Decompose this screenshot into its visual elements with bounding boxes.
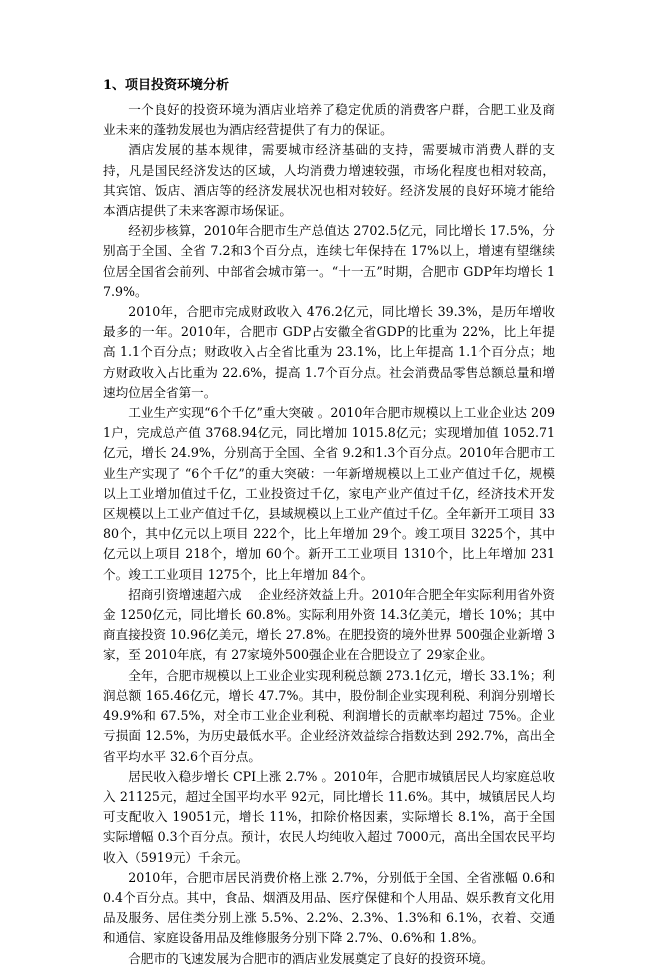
- paragraph-conclusion: 合肥市的飞速发展为合肥市的酒店业发展奠定了良好的投资环境。: [128, 950, 494, 966]
- paragraph-enterprise-profits: 全年，合肥市规模以上工业企业实现利税总额 273.1亿元，增长 33.1%；利润总额 165.46亿元，增长 47.7%。其中，股份制企业实现利税、利润分别增长 49.9%和 67.5%，对全市工业企业利税、利润增长的贡献率均超过 75%。企业亏损面 12.5%，为历史最低水平。企业经济效益综合指数达到 292.7%，高出全省平均水平 32.6个百分点。: [103, 667, 555, 764]
- document-page: [103, 76, 555, 969]
- paragraph-hotel-development: 酒店发展的基本规律，需要城市经济基础的支持，需要城市消费人群的支持，凡是国民经济发达的区域，人均消费力增速较强，市场化程度也相对较高，其宾馆、饭店、酒店等的经济发展状况也相对较好。经济发展的良好环境才能给本酒店提供了未来客源市场保证。: [103, 142, 555, 219]
- paragraph-industrial-production: 工业生产实现“6个千亿”重大突破 。2010年合肥市规模以上工业企业达 2091户，完成总产值 3768.94亿元，同比增加 1015.8亿元；实现增加值 1052.71亿元，增长 24.9%，分别高于全国、全省 9.2和1.3个百分点。2010年合肥市工业生产实现了 “6个千亿”的重大突破：一年新增规模以上工业产值过千亿，规模以上工业增加值过千亿，工业投资过千亿，家电产业产值过千亿，经济技术开发区规模以上工业产值过千亿，县域规模以上工业产值过千亿。全年新开工项目 3380个，其中亿元以上项目 222个，比上年增加 29个。竣工项目 3225个，其中亿元以上项目 218个，增加 60个。新开工工业项目 1310个，比上年增加 231个。竣工工业项目 1275个，比上年增加 84个。: [103, 405, 555, 582]
- paragraph-gdp: 经初步核算，2010年合肥市生产总值达 2702.5亿元，同比增长 17.5%，分别高于全国、全省 7.2和3个百分点，连续七年保持在 17%以上，增速有望继续位居全国省会前列、中部省会城市第一。“十一五”时期，合肥市 GDP年均增长 17.9%。: [103, 223, 555, 299]
- paragraph-investment: 招商引资增速超六成 企业经济效益上升。2010年合肥全年实际利用省外资金 1250亿元，同比增长 60.8%。实际利用外资 14.3亿美元，增长 10%；其中商直接投资 10.96亿美元，增长 27.8%。在肥投资的境外世界 500强企业新增 3家，至 2010年底，有 27家境外500强企业在合肥设立了 29家企业。: [103, 586, 555, 663]
- paragraph-fiscal-revenue: 2010年，合肥市完成财政收入 476.2亿元，同比增长 39.3%，是历年增收最多的一年。2010年，合肥市 GDP占安徽全省GDP的比重为 22%，比上年提高 1.1个百分点；财政收入占全省比重为 23.1%，比上年提高 1.1个百分点；地方财政收入占比重为 22.6%，提高 1.7个百分点。社会消费品零售总额总量和增速均位居全省第一。: [103, 304, 555, 400]
- paragraph-resident-income: 居民收入稳步增长 CPI上涨 2.7% 。2010年，合肥市城镇居民人均家庭总收入 21125元，超过全国平均水平 92元，同比增长 11.6%。其中，城镇居民人均可支配收入 19051元，增长 11%，扣除价格因素，实际增长 8.1%，高于全国实际增幅 0.3个百分点。预计，农民人均纯收入超过 7000元，高出全国农民平均收入（5919元）千余元。: [103, 768, 555, 865]
- paragraph-intro: 一个良好的投资环境为酒店业培养了稳定优质的消费客户群，合肥工业及商业未来的蓬勃发展也为酒店经营提供了有力的保证。: [103, 102, 555, 138]
- paragraph-consumer-prices: 2010年，合肥市居民消费价格上涨 2.7%，分别低于全国、全省涨幅 0.6和 0.4个百分点。其中，食品、烟酒及用品、医疗保健和个人用品、娱乐教育文化用品及服务、居住类分别上涨 5.5%、2.2%、2.3%、1.3%和 6.1%，衣着、交通和通信、家庭设备用品及维修服务分别下降 2.7%、0.6%和 1.8%。: [103, 869, 555, 946]
- section-heading: 1、项目投资环境分析: [103, 78, 230, 93]
